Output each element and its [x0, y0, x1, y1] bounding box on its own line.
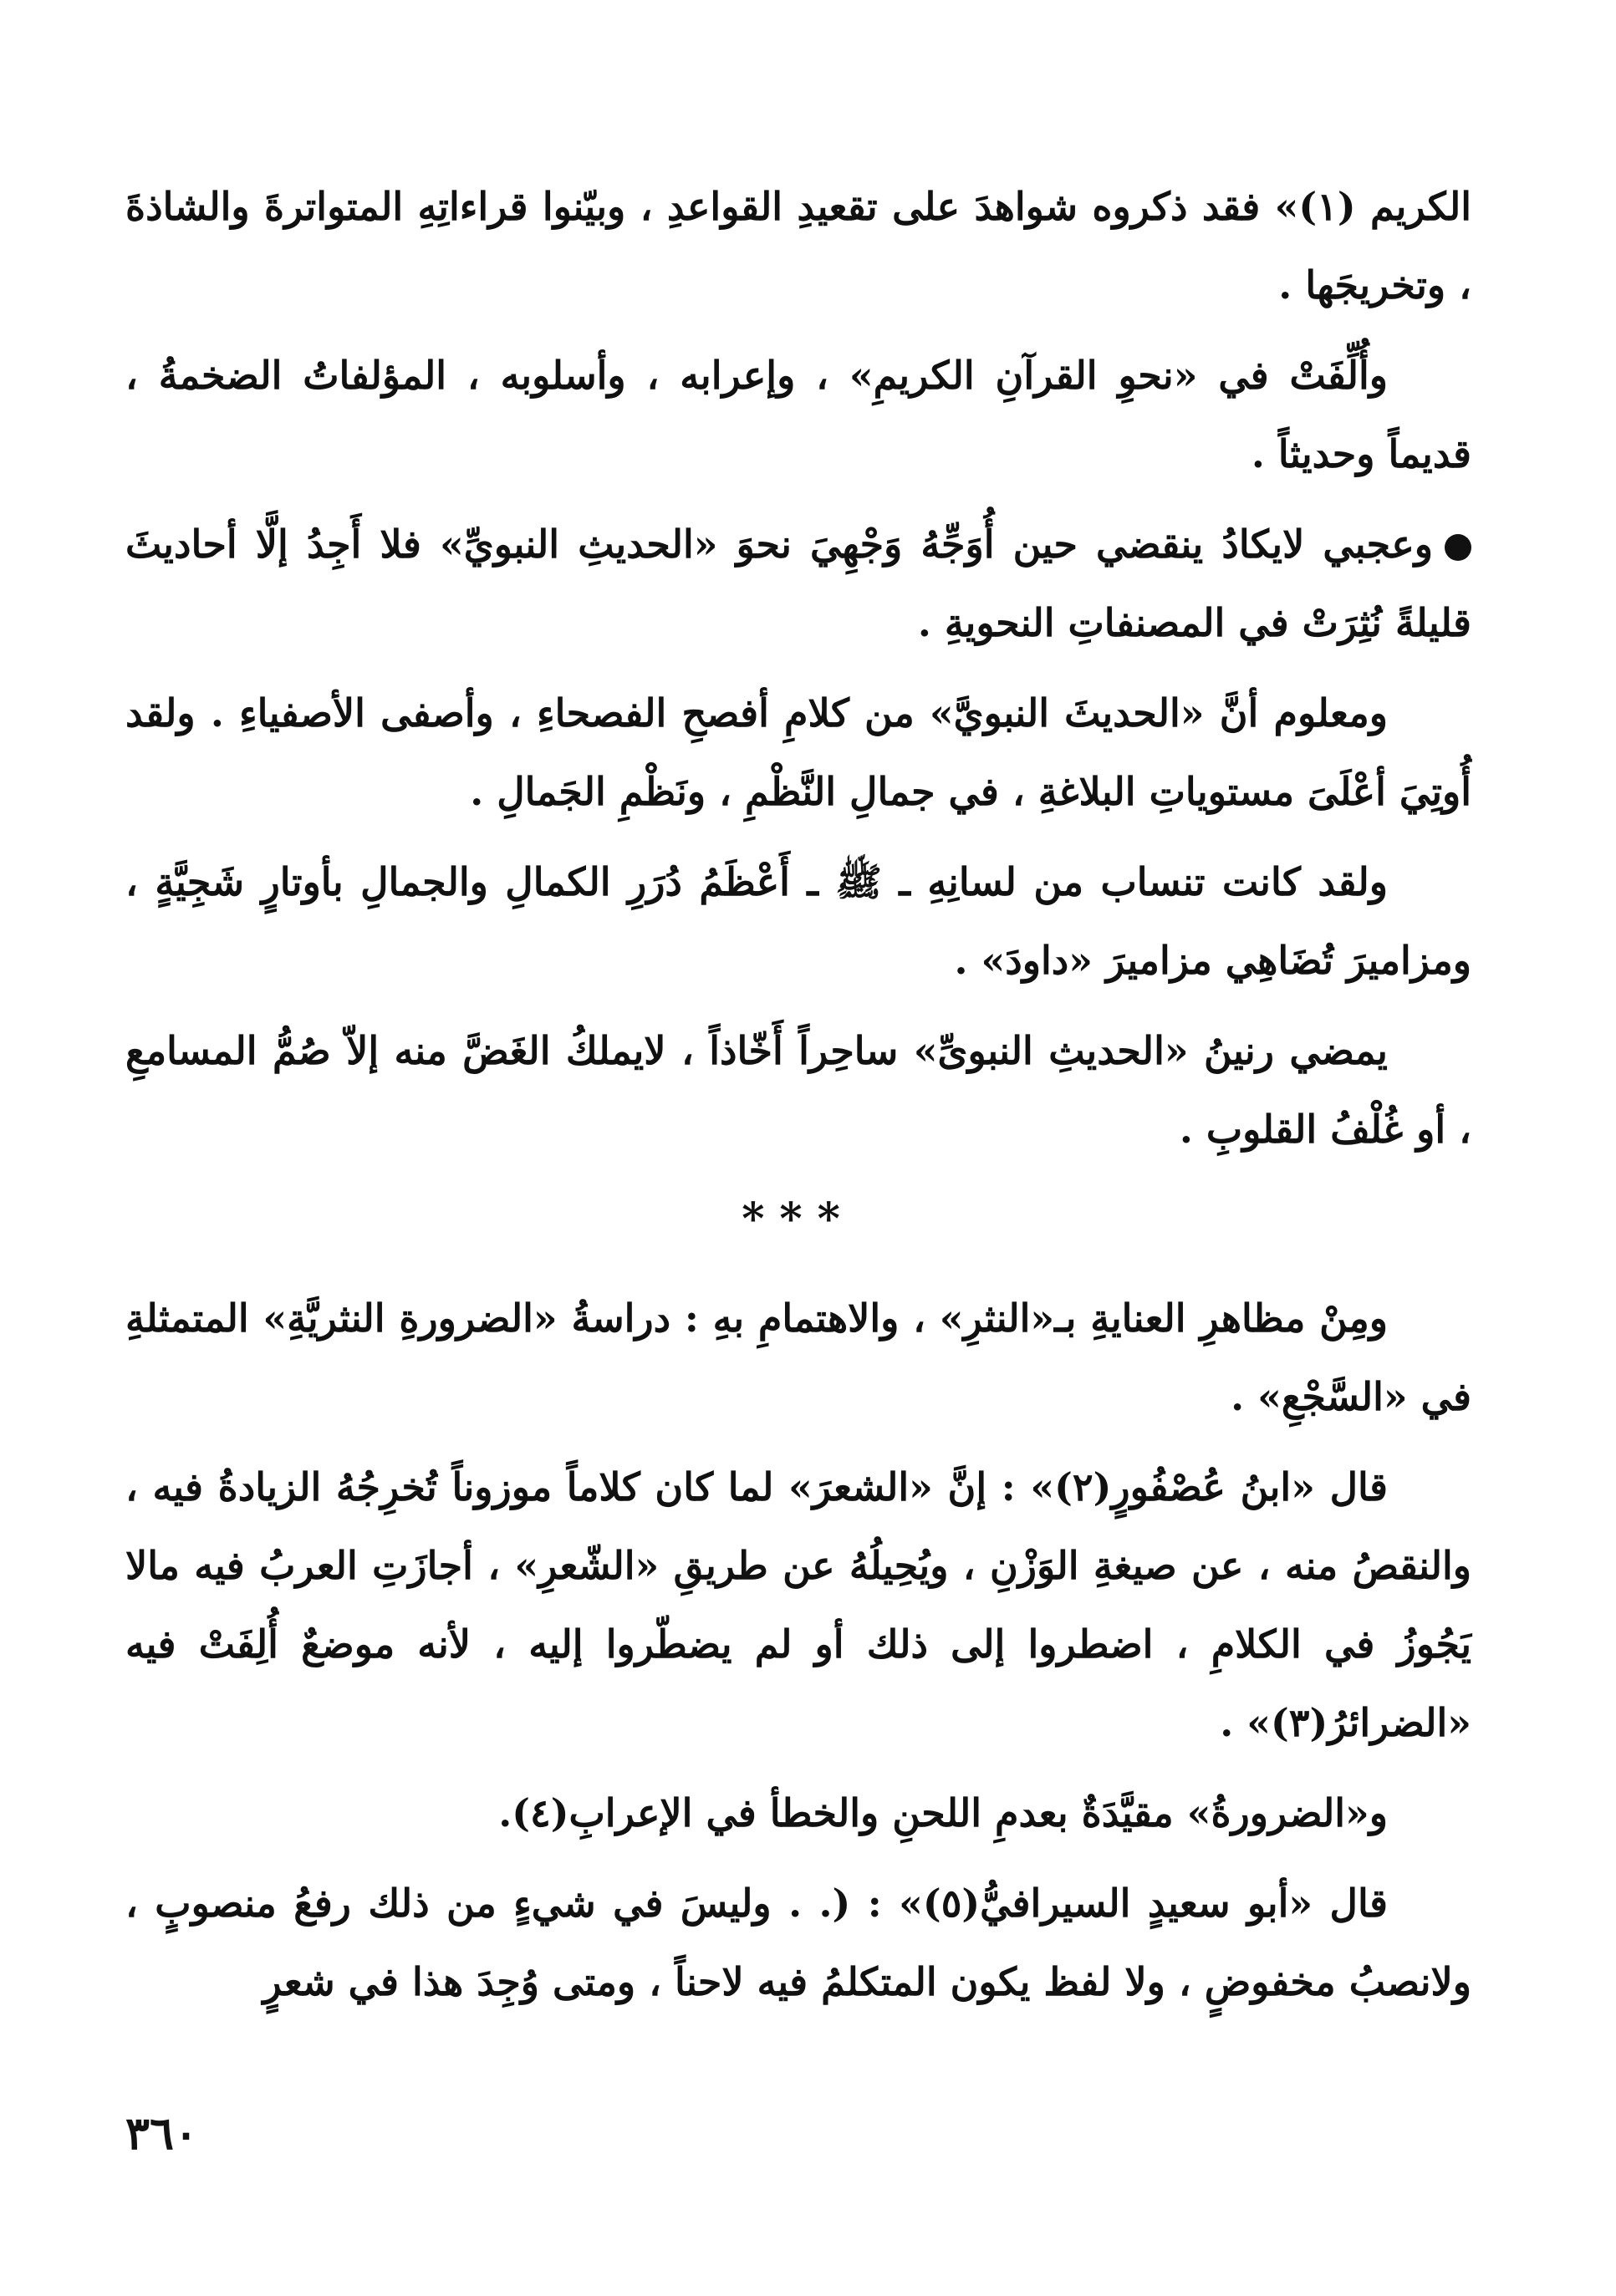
paragraph-10: قال «أبو سعيدٍ السيرافيُّ(٥)» : (. . وليسَ في شيءٍ من ذلك رفعُ منصوبٍ ، ولانصبُ مخفوضٍ ، ولا لفظ يكون المتكلمُ فيه لاحناً ، ومتى وُجِدَ هذا في شعرٍ: [125, 1881, 1471, 2004]
paragraph-3: [125, 505, 1471, 662]
paragraph-9: و«الضرورةُ» مقيَّدَةٌ بعدمِ اللحنِ والخطأ في الإعرابِ(٤).: [498, 1790, 1388, 1835]
paragraph-3-text: وعجبي لايكادُ ينقضي حين أُوَجِّهُ وَجْهِيَ نحوَ «الحديثِ النبويِّ» فلا أَجِدُ إلَّا أحاديثَ قليلةً نُثِرَتْ في المصنفاتِ النحويةِ .: [125, 522, 1471, 645]
page-number: ٣٦٠: [125, 2106, 199, 2160]
page-body: [125, 167, 1471, 2033]
paragraph-1: الكريم (١)» فقد ذكروه شواهدَ على تقعيدِ القواعدِ ، وبيّنوا قراءاتِهِ المتواترةَ والشاذةَ ، وتخريجَها .: [125, 184, 1471, 308]
paragraph-2: وأُلِّفَتْ في «نحوِ القرآنِ الكريمِ» ، وإعرابه ، وأسلوبه ، المؤلفاتُ الضخمةُ ، قديماً وحديثاً .: [125, 353, 1471, 476]
paragraph-6: يمضي رنينُ «الحديثِ النبوىِّ» ساحِراً أَخّاذاً ، لايملكُ الغَضَّ منه إلاّ صُمُّ المسامعِ ، أو غُلْفُ القلوبِ .: [125, 1028, 1471, 1152]
paragraph-8: قال «ابنُ عُصْفُورٍ(٢)» : إنَّ «الشعرَ» لما كان كلاماً موزوناً تُخرِجُهُ الزيادةُ فيه ، والنقصُ منه ، عن صيغةِ الوَزْنِ ، ويُحِيلُهُ عن طريقِ «الشّعرِ» ، أجازَتِ العربُ فيه مالا يَجُوزُ في الكلامِ ، اضطروا إلى ذلك أو لم يضطّروا إليه ، لأنه موضعٌ أُلِفَتْ فيه «الضرائرُ(٣)» .: [125, 1464, 1471, 1745]
paragraph-7: ومِنْ مظاهرِ العنايةِ بـ«النثرِ» ، والاهتمامِ بهِ : دراسةُ «الضرورةِ النثريَّةِ» المتمثلةِ في «السَّجْعِ» .: [125, 1296, 1471, 1419]
paragraph-4: ومعلوم أنَّ «الحديثَ النبويَّ» من كلامِ أفصحِ الفصحاءِ ، وأصفى الأصفياءِ . ولقد أُوتِيَ أعْلَىَ مستوياتِ البلاغةِ ، في جمالِ النَّظْمِ ، ونَظْمِ الجَمالِ .: [125, 690, 1471, 814]
section-separator: ***: [742, 1194, 855, 1245]
paragraph-5: ولقد كانت تنساب من لسانِهِ ـ ﷺ ـ أَعْظَمُ دُرَرِ الكمالِ والجمالِ بأوتارٍ شَجِيَّةٍ ، ومزاميرَ تُضَاهِي مزاميرَ «داودَ» .: [125, 859, 1471, 983]
bullet-icon: [1445, 534, 1471, 561]
